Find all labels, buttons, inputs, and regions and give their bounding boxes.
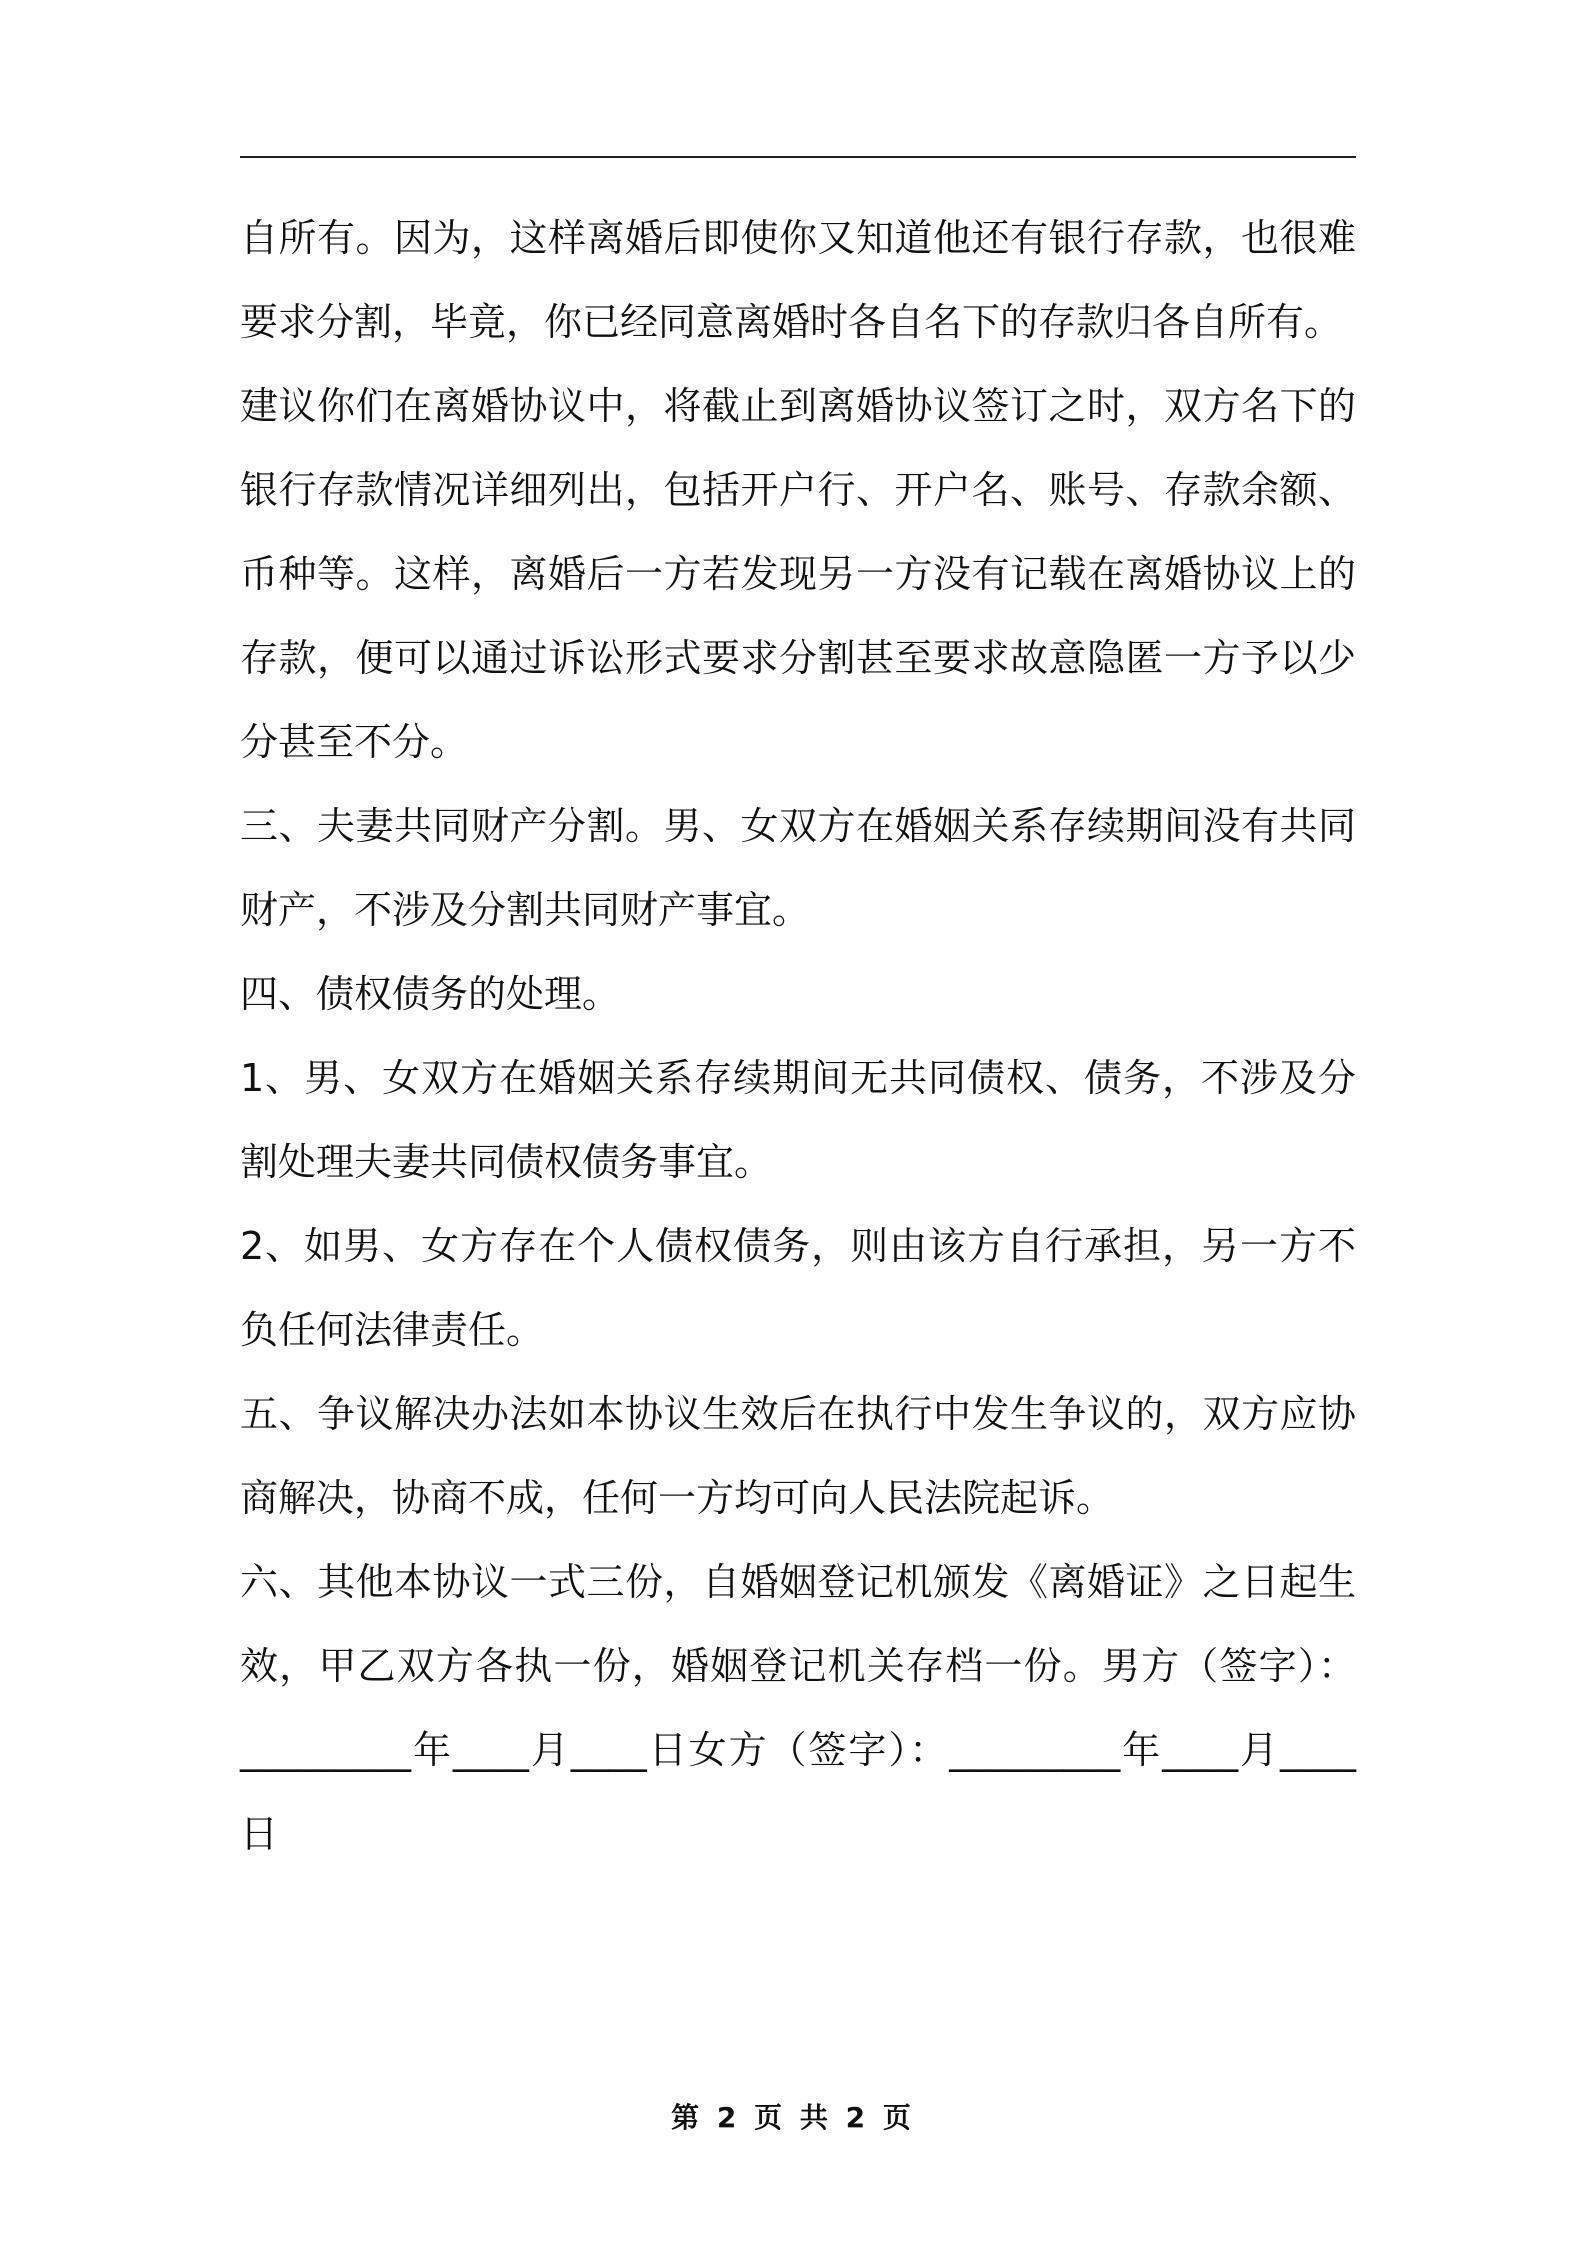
document-body [240,196,1356,1876]
page-number-footer: 第 2 页 共 2 页 [671,2101,915,2134]
paragraph-section-three-property: 三、夫妻共同财产分割。男、女双方在婚姻关系存续期间没有共同财产，不涉及分割共同财产事宜。 [240,804,1356,932]
paragraph-section-four-item-1: 1、男、女双方在婚姻关系存续期间无共同债权、债务，不涉及分割处理夫妻共同债权债务事宜。 [240,1056,1356,1184]
header-rule [240,156,1356,158]
paragraph-section-four-heading: 四、债权债务的处理。 [240,972,621,1016]
paragraph-bank-deposit-ownership: 自所有。因为，这样离婚后即使你又知道他还有银行存款，也很难要求分割，毕竟，你已经同意离婚时各自名下的存款归各自所有。 [240,216,1356,344]
paragraph-bank-deposit-advice: 建议你们在离婚协议中，将截止到离婚协议签订之时，双方名下的银行存款情况详细列出，包括开户行、开户名、账号、存款余额、币种等。这样，离婚后一方若发现另一方没有记载在离婚协议上的存款，便可以通过诉讼形式要求分割甚至要求故意隐匿一方予以少分甚至不分。 [240,384,1356,764]
paragraph-section-four-item-2: 2、如男、女方存在个人债权债务，则由该方自行承担，另一方不负任何法律责任。 [240,1224,1356,1352]
paragraph-section-five-dispute: 五、争议解决办法如本协议生效后在执行中发生争议的，双方应协商解决，协商不成，任何一方均可向人民法院起诉。 [240,1392,1356,1520]
paragraph-section-six-signatures: 六、其他本协议一式三份，自婚姻登记机颁发《离婚证》之日起生效，甲乙双方各执一份，婚姻登记机关存档一份。男方（签字）：_________年____月____日女方（签字）：_________年____月____日 [240,1560,1356,1856]
